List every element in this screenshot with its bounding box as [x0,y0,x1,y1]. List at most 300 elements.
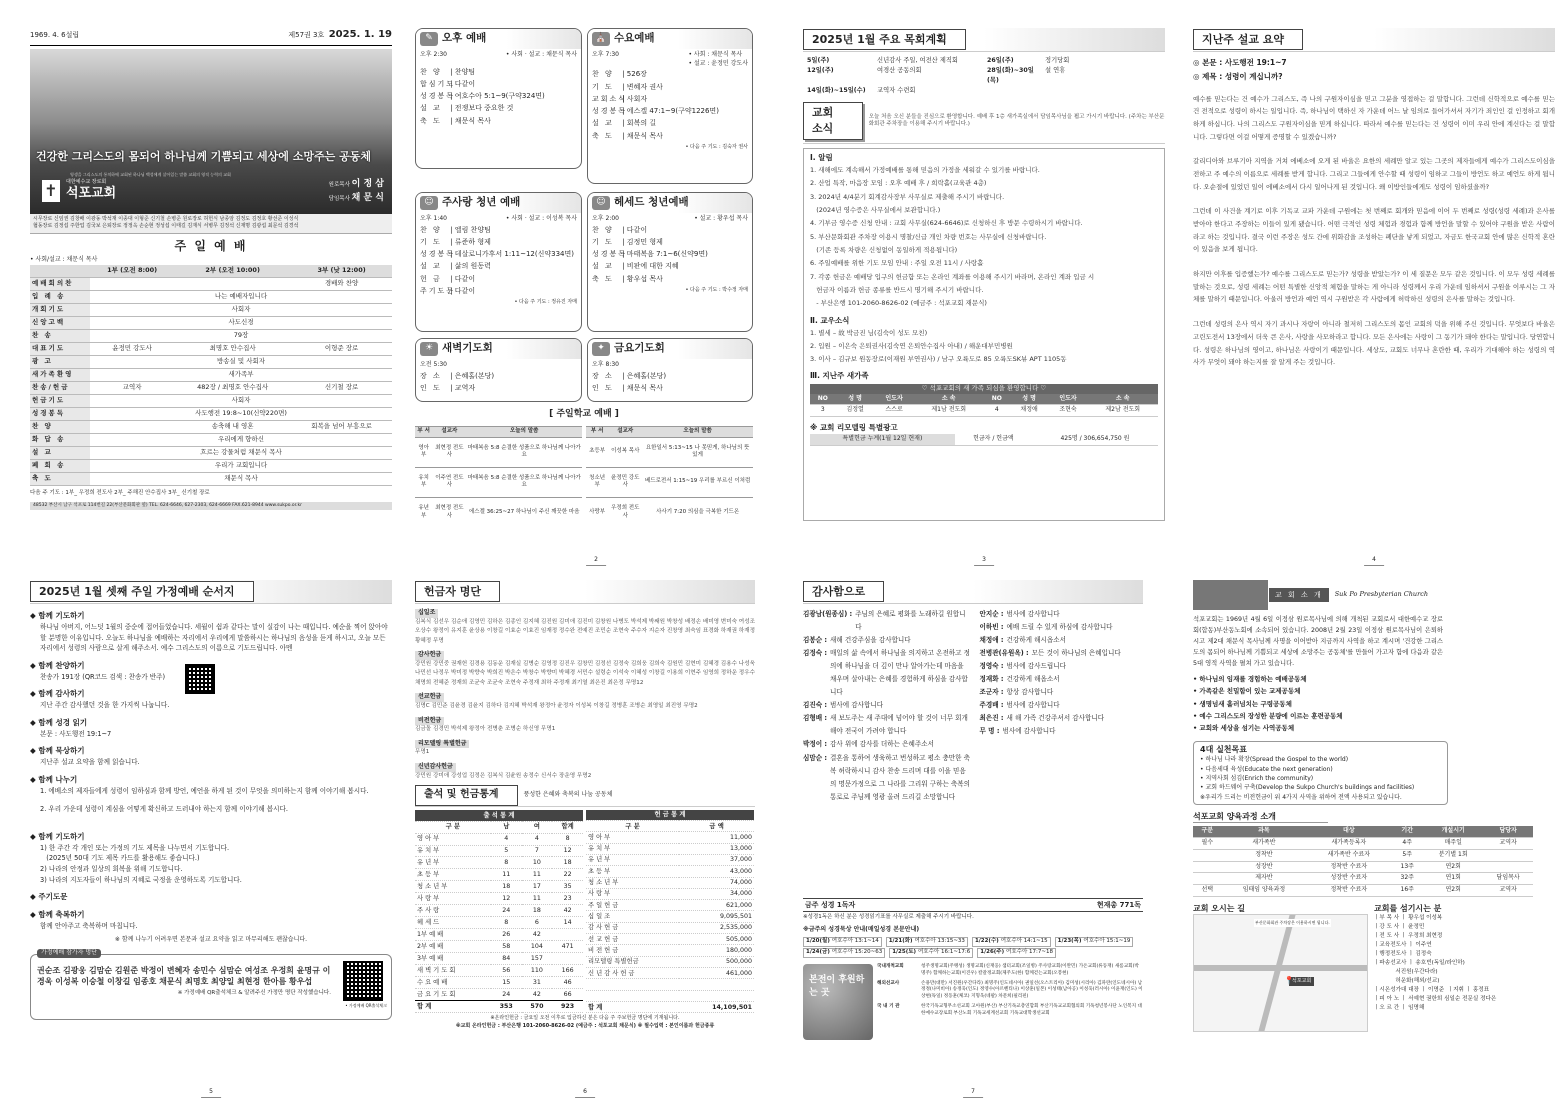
page-number: 7 [963,1088,983,1098]
worship-row [30,420,392,433]
member-item: 2. 입원 – 이은숙 은퇴권사(김숙연 은퇴안수집사 아내) / 해운대부민병원 [810,341,1013,350]
newfam-th: 소 속 [1088,394,1159,405]
order-value: | 다같이 [620,225,648,234]
pray-text: 하나님 아버지, 어느덧 1월의 중순에 접어들었습니다. 세월이 쉼과 같다는 말이 실감이 나는 때입니다. 예순을 찍어 앉아야 할 분명한 이유입니다. 오늘도 하나님을 예배하는 자리에서 우리에게 말씀하시는 하나님의 음성을 듣게 하시고, 오늘 모든 자리에서 성령의 사람으로 살게 해주소서. 예수 그리스도의 이름으로 기도드립니다. 아멘 [40,623,388,653]
support-label: 국내개척교회 [877,963,904,969]
plan-event: 설 연휴 [1045,67,1066,75]
off-row [586,900,754,911]
pray-item: (2025년 50대 기도 제목 카드를 활용해도 좋습니다.) [40,854,200,863]
newfam-td: 제1남 전도회 [914,405,984,417]
order-row [420,382,577,394]
att-row [415,845,583,857]
intro-header [1193,580,1533,610]
map-note: 부산문화회관 주차장은 이용하시면 됩니다. [1255,920,1330,926]
row-value: 사회자 [90,394,392,407]
volume: 제57권 3호 [288,31,325,39]
share-item: 2. 우리 가운데 성령이 계심을 어떻게 확신하고 드러내야 하는지 함께 이야기해 봅시다. [40,805,289,814]
plan-event: 여경산 공동의회 [877,67,922,75]
order-value: | 채문식 목사 [448,116,491,125]
off-label: 초 등 부 [586,866,679,877]
att-cell: 11 [522,893,553,905]
thanks-text: 범사에 감사합니다 [1002,727,1056,736]
row-value: 79장 [90,329,392,342]
worship-row [30,342,392,355]
education-table [1193,826,1533,896]
att-cell: 18 [491,881,522,893]
edu-cell: 제자반 [1221,873,1306,885]
att-row [415,917,583,929]
att-cell: 24 [491,905,522,917]
established: 1969. 4. 6설립 [30,31,80,39]
row-label: 새가족환영 [30,368,90,381]
off-blank [586,990,754,1001]
donor-names: 강민원 강민중 권재헌 김경용 김동운 김재실 김병순 김영정 김진우 김창민 김정선 김정숙 김희웅 김희숙 김원민 김현미 김혜경 김용수 나성욱 나민선 나정우 박미정 박향숙 박희진 박은수 박창수 박향미 박혜경 서민수 설령순 이석숙 이혜성 이창길 이용희 이현주 임영희 정하운 정우수 채명희 전혜준 정재희 조균숙 조균숙 조현숙 주정재 최하 주정재 최기열 최은진 최은정 무명12 [415,660,755,686]
order-row [592,68,748,80]
next-prayer: • 다음 주 기도 : 김숙자 권사 [685,143,748,150]
support-image: 본전이 후원하는 곳 [803,964,873,1040]
dept: 유년부 [415,497,432,527]
participants-note: ※ 가정예배 QR출석체크 & 알려주신 가정만 명단 작성했습니다. [177,989,331,996]
thanks-entry [979,725,1143,738]
thanks-text: 주님의 은혜로 평화를 노래하길 원합니다 [855,610,966,632]
order-value: | 사회자 [620,94,648,103]
order-label: 축 도 [420,116,442,125]
col-2: 2부 (오전 10:00) [174,265,291,278]
family-worship-title: 2025년 1월 셋째 주일 가정예배 순서지 [30,581,254,603]
off-row [586,945,754,956]
church-map[interactable] [1193,914,1368,1032]
map-title: 교회 오시는 길 [1193,903,1245,913]
order-value: | 마태복음 7:1~6(신약9면) [620,250,708,259]
order-label: 헌 금 [420,274,442,283]
news-intro: 오늘 처음 오신 분들을 진심으로 환영합니다. 예배 후 1층 새가족실에서 담임목사님을 뵙고 가시기 바랍니다. (주차는 부산문화회관 주차장을 이용해 주시기 바랍니다.) [868,113,1165,128]
page-number: 2 [586,556,606,566]
thanks-name: 채정애 : [979,636,1004,645]
order-row [592,130,748,142]
support-names: 손용만(대만) 서진원(우간다라) 최명주(인도네시아) 권일선(오스트리아) 김미성(시리아) 김파란(인도네시아) 남정정(나미비아) 송정욱(인도) 정영수(아르헨티나) 이상훈(일본) 이성태(남아공) 이성욱(러시아) 이윤재(인도) 이상현(독일) 정동훈(체코) 지형욱(네팔) 차문희(필리핀) [921,980,1143,1000]
att-cell: 42 [522,929,553,941]
off-row [586,854,754,865]
edu-cell: 교역자 [1483,838,1533,850]
att-row [415,905,583,917]
order-row [592,81,748,93]
notice-item: - 부산은행 101-2060-8626-02 (예금주 : 석포교회 재문식) [810,299,987,308]
serve-line: 허운화(해외/선교) [1374,977,1440,984]
thanks-text: 범사에 감사합니다 [830,701,884,710]
order-value: | 찬양팀 [448,67,476,76]
att-th: 여 [522,821,553,833]
thanks-entry [803,699,971,712]
order-label: 성경봉독 [420,250,456,259]
newfam-td: 스스로 [875,405,914,417]
category-label: 감사헌금 [415,651,444,660]
order-label: 교회소식 [592,94,628,103]
att-th: 남 [491,821,522,833]
plan-text: 여호수아 14:1~15 [1000,937,1048,944]
serve-line: ㅣ행정전도사 ㅣ 김정숙 [1374,950,1432,957]
teacher: 윤정민 강도사 [608,467,642,497]
thanks-name: 정영숙 : [979,662,1004,671]
row-value: 경배와 찬양 [291,277,392,290]
order-label: 설 교 [592,119,614,128]
col-3: 3부 (낮 12:00) [291,265,392,278]
news-title: 교회소식 [803,102,863,140]
sermon-paragraph: 그런데 이 사건을 계기로 이후 기독교 교파 가운데 구원에는 첫 번째로 회개와 믿음에 이어 두 번째로 성령(성령 세례)과 은사를 받아야 한다고 주장하는 이들이 있게 됐습니다. 어떤 극적인 성령 체험과 경험과 함께 방언을 말할 수 있어야 구원을 받은 사람이라고 하는 것입니다. 결국 이런 주장은 성도 간에 위화감을 조성하는 폐단을 낳게 되었고, 자금도 한국교회 안에 많은 신학적 혼란이 있음을 보게 됩니다. [1193,207,1555,254]
att-cell: 4 [522,833,553,845]
meditate-text: 지난주 설교 요약을 함께 읽습니다. [40,758,140,767]
school-row [586,437,753,467]
row-value: 우리가 교회입니다 [90,459,392,472]
thanks-text: 범사에 감사합니다 [1006,610,1060,618]
off-row [586,877,754,888]
att-cell: 11 [522,869,553,881]
thanks-entry [979,673,1143,686]
thanks-text: 새해 건강주심을 감사합니다 [830,636,911,645]
att-cell: 35 [552,881,583,893]
wednesday-worship [587,28,753,184]
row-label: 예배회의찬 [30,277,90,290]
att-title-cell: 출 석 통 계 [415,810,583,821]
att-cell: 2부 예 배 [415,941,491,953]
order-value: | 은혜홀(본당) [448,371,495,380]
word: 요한일서 5:13~15 나 못믿게, 하나님의 뜻있게 [642,437,753,467]
school-row [586,497,753,527]
newcomers-table [810,394,1158,417]
att-row [415,869,583,881]
pastor1-role: 원로목사 [328,181,350,188]
thanks-text: 결혼을 통하여 생육하고 번성하고 평소 충만한 축복 허락하시니 감사 찬송 드리며 대를 이을 믿음의 명문가정으로 그 나라를 그리워 구하는 축복의 통로로 주님께 영광 올려 드리길 소망합니다 [830,753,971,801]
pray-item: 2) 나라의 안정과 일상의 회복을 위해 기도합니다. [40,865,183,874]
att-cell: 17 [522,881,553,893]
dawn-title: 새벽기도회 [442,342,493,355]
edu-cell: 32주 [1391,873,1423,885]
leader: • 사회 · 설교 : 이성복 목사 [505,215,577,222]
notice-item: 1. 새해에도 계속해서 가정예배를 통해 믿음의 가정을 세워갈 수 있기를 바랍니다. [810,166,1040,174]
newfam-td: 제2남 전도회 [1088,405,1159,417]
order-value: | 변혜자 권사 [620,82,663,91]
pray2-heading: ◆ 함께 기도하기 [30,831,85,841]
worship-row [30,459,392,472]
order-label: 장 소 [420,371,442,380]
cross-icon: ✝ [42,180,60,202]
order-value: | 김정민 형제 [620,237,663,246]
att-cell: 471 [552,941,583,953]
congregation-photo [30,49,392,214]
thanks-lists [803,608,1143,898]
att-total-cell: 923 [552,1001,583,1013]
word: 사사기 7:20 의심을 극복한 기드온 [642,497,753,527]
donor-category [415,761,755,772]
qr-code-icon[interactable] [185,664,215,694]
att-cell: 8 [491,857,522,869]
off-amount: 180,000 [679,945,754,956]
donor-category [415,715,755,726]
page-number: 4 [1364,556,1384,566]
edu-cell [1483,849,1533,861]
goal-item: • • 하나님의 임재를 경험하는 예배공동체 [1193,673,1533,685]
youth-title: 주사랑 청년 예배 [442,196,521,209]
plan-date: 28일(화)~30일(목) [987,67,1034,85]
row-value: 최명호 안수집사 [174,342,291,355]
edu-cell: 교역자 [1483,884,1533,896]
sermon-subject: ◎ 제목 : 성령이 계십니까? [1193,71,1283,81]
support-label: 국 내 기 관 [877,1004,900,1010]
att-cell: 18 [522,905,553,917]
worship-row [30,446,392,459]
order-value: | 데살로니가후서 1:11~12(신약334면) [448,250,574,259]
edu-row [1193,838,1533,850]
motto: 영생을 그리스도의 통치하에 교회된 하나님 백성에게 살아있는 말씀 교회의 영적 능력의 교회 [70,171,231,177]
edu-th: 과목 [1221,826,1306,837]
att-cell: 157 [522,953,553,965]
order-row [420,224,577,236]
order-row [592,273,748,285]
row-value: 이형준 장로 [291,342,392,355]
plan-day: 1/23(목) [1057,937,1084,944]
off-label: 십 일 조 [586,911,679,922]
edu-cell: 연2회 [1423,861,1483,873]
att-row [415,941,583,953]
stat-header [415,785,755,807]
book-icon: ✎ [420,32,438,46]
order-row [420,90,577,102]
remodel-value: 425명 / 306,654,750 원 [1032,434,1158,445]
notice-item: 5. 부산문화회관 주차장 이용시 명찰/신급 개인 차량 번호는 사무실에 신청바랍니다. [810,232,1047,241]
att-cell: 주 사 랑 [415,905,491,917]
notice-item: (기존 등록 차량은 신청없이 동일하게 적용됩니다) [810,245,958,254]
order-label: 성경봉독 [420,92,456,101]
order-value: | 엘림 찬양팀 [448,225,491,234]
qr-label: • 가정예배 QR출석체크 [345,1003,387,1009]
att-cell [552,929,583,941]
thanks-entry [979,686,1143,699]
worship-row [30,394,392,407]
school-th: 설교자 [608,427,642,438]
off-amount: 621,000 [679,900,754,911]
plan-date: 12일(주) [807,67,834,75]
order-value: | 비판에 대한 지혜 [620,262,679,271]
serve-line: ㅣ피 아 노 ㅣ 서예현 권한희 심일순 전문실 정다은 [1374,995,1497,1002]
notice-item: 헌금자 이름과 헌금 종류를 반드시 명기해 주시기 바랍니다. [810,285,984,294]
goal-item: • • 가족같은 친밀함이 있는 교제공동체 [1193,685,1533,697]
order-row [592,248,748,260]
newfam-th: 성 명 [1010,394,1049,405]
map-section [1193,903,1368,1033]
qr-attendance-icon[interactable] [343,961,383,1001]
edu-cell: 4주 [1391,838,1423,850]
thanks-entry [803,608,971,634]
order-label: 기 도 [420,237,442,246]
thanks-name: 전병관(유원옥) : [979,649,1029,658]
time: 오후 2:30 [420,51,447,58]
off-label: 사 랑 부 [586,888,679,899]
att-cell: 사 랑 부 [415,893,491,905]
row-value [90,277,174,290]
share-heading: ◆ 함께 나누기 [30,774,78,784]
edu-cell: 새가족반 수료자 [1306,849,1391,861]
plan-text: 여호수아 15:20~63 [831,948,883,955]
att-cell: 58 [491,941,522,953]
off-title [586,810,754,821]
off-label: 신 년 감 사 헌 금 [586,968,679,979]
order-row [420,370,577,382]
school-th: 설교자 [432,427,466,438]
att-cell: 14 [552,917,583,929]
church-name: 석포교회 [66,185,117,201]
school-th: 오늘의 말씀 [466,427,582,438]
reader-title: 금주 성경 1독자 [805,901,856,909]
off-amount: 9,095,501 [679,911,754,922]
newfam-row [810,405,1158,417]
row-label: 입 례 송 [30,290,90,303]
order-row [592,236,748,248]
row-label: 축 도 [30,472,90,485]
edu-cell [1193,849,1221,861]
off-amount: 74,000 [679,877,754,888]
att-cell [552,953,583,965]
order-label: 설 교 [420,262,442,271]
plan-text: 여호수아 15:1~19 [1083,937,1131,944]
att-cell: 84 [491,953,522,965]
off-row [586,922,754,933]
time: 오후 7:30 [592,51,619,58]
school-row [415,437,582,467]
edu-th: 대상 [1306,826,1391,837]
donor-category [415,649,755,660]
support-label: 해외선교사 [877,980,900,986]
newfam-th: NO [984,394,1010,405]
page-5 [30,580,392,1100]
off-amount: 500,000 [679,956,754,967]
order-value: | 회복의 길 [620,119,657,128]
time: 오후 8:30 [592,361,619,368]
row-label: 화 답 송 [30,433,90,446]
edu-cell: 5주 [1391,849,1423,861]
sunday-worship-title: 주 일 예 배 [174,238,248,253]
row-label: 찬 송 [30,329,90,342]
teacher: 최현정 전도사 [432,437,466,467]
bible-reader-bar [803,898,1143,912]
edu-cell [1193,873,1221,885]
row-label: 신앙고백 [30,316,90,329]
thanks-name: 이하빈 : [979,623,1004,632]
news-header [803,102,1165,144]
page-number: 3 [974,556,994,566]
order-value: | 전쟁보다 중요한 것 [448,104,514,113]
page-number: 6 [575,1088,595,1098]
order-row [420,115,577,127]
notice-item: 2. 산업 특작, 마음장 모임 : 오후 예배 후 / 희락홀(교육관 4층) [810,179,987,188]
edu-cell: 성장반 [1221,861,1306,873]
edu-cell: 임태임 양육과정 [1221,884,1306,896]
donor-category [415,607,755,618]
order-row [420,260,577,272]
thanks-text: 감사 위에 감사를 더하는 은혜주소서 [830,740,934,749]
newfam-header [810,394,1158,405]
school-th: 부 서 [415,427,432,438]
thanks-name: 김광남(원종심) : [803,610,853,618]
thanks-name: 김형배 : [803,714,828,723]
newfam-td: 채정애 [1010,405,1049,417]
off-amount: 43,000 [679,866,754,877]
read-text: 본문 : 사도행전 19:1~7 [40,729,112,738]
vision-item: • 교회 하드웨어 구축(Develop the Sukpo Church's buildings and facilities) [1200,784,1415,792]
hesed-title: 헤세드 청년예배 [614,196,689,209]
thanks-entry [979,660,1143,673]
row-label: 개회기도 [30,303,90,316]
thanks-entry [803,738,971,751]
friday-title: 금요기도회 [614,342,665,355]
att-cell: 12 [552,845,583,857]
dawn-prayer [415,338,582,402]
edu-row [1193,884,1533,896]
row-value: 방송실 및 사회자 [90,355,392,368]
order-row [592,370,748,382]
plan-title: 2025년 1월 주요 목회계획 [803,29,966,51]
thanks-text: 새 해 가족 건강주셔서 감사합니다 [1006,714,1105,723]
off-amount: 461,000 [679,968,754,979]
donor-title: 헌금자 명단 [415,581,500,603]
elders-list [30,214,392,234]
page-2 [415,28,777,568]
plan-text: 여호수아 13:15~33 [914,937,965,944]
off-amount: 13,000 [679,843,754,854]
order-value: | 다같이 [448,274,476,283]
thanks-name: 정재화 : [979,675,1004,684]
thanks-title: 감사함으로 [803,581,884,603]
edu-cell: 필수 [1193,838,1221,850]
att-cell: 새 벽 기 도 회 [415,965,491,977]
welcome-banner: ♡ 석포교회의 새 가족 되심을 환영합니다 ♡ [810,384,1158,393]
school-header [586,427,753,438]
word: 에스겔 36:25~27 하나님이 주신 깨끗한 마음 [466,497,582,527]
notice-item: 6. 주일예배를 위한 기도 모임 안내 : 주일 오전 11시 / 사랑홀 [810,259,984,268]
edu-th: 기간 [1391,826,1423,837]
plan-event: 신년감사 주일, 여전산 제직회 [877,57,958,64]
off-amount: 11,000 [679,832,754,843]
donor-names: 김복식 김선우 김순애 김영민 김하은 김종인 김지혜 김진원 김미애 김진미 김창원 나병도 박석제 박쌔원 박창성 배정손 배미영 변미숙 여성조 오상수 왕정이 유지훈 윤상용 이창길 이효순 이효진 임재정 정수완 전예진 조민순 조현숙 주수자 지순자 진창영 최숙임 표경화 하재권 하재정 황혜정 무명 [415,618,755,644]
vision-box [1193,741,1448,805]
read-heading: ◆ 함께 성경 읽기 [30,717,88,727]
att-cell: 1부 예 배 [415,929,491,941]
remodel-heading: ※ 교회 리모델링 특별광고 [810,423,898,432]
att-cell: 유 년 부 [415,857,491,869]
att-cell: 42 [552,905,583,917]
category-label: 신년감사헌금 [415,763,456,772]
att-cell: 3부 예 배 [415,953,491,965]
time: 오전 5:30 [420,361,447,368]
off-label: 주 일 헌 금 [586,900,679,911]
donor-names: 김금돌 김경민 박석제 왕정아 전병춘 조병순 하신영 무명1 [415,726,556,733]
map-church-marker: 석포교회 [1289,977,1314,986]
row-label: 폐 회 송 [30,459,90,472]
off-amount: 2,535,000 [679,922,754,933]
order-value: | 526장 [620,70,647,79]
att-total [415,1001,583,1013]
order-row [420,285,577,297]
off-th: 구 분 [586,820,679,831]
plan-day: 1/25(토) [892,948,918,955]
thanks-name: 김진숙 : [803,701,828,710]
off-blank-cell [586,979,679,990]
edu-th: 개설시기 [1423,826,1483,837]
off-amount: 505,000 [679,934,754,945]
serve-line: ㅣ교육전도사 ㅣ 이주연 [1374,942,1432,948]
stat-tables [415,810,755,1014]
thanks-name: 무 명 : [979,727,1000,736]
thanks-name: 김봉순 : [803,636,828,645]
order-label: 합심기도 [420,79,456,88]
